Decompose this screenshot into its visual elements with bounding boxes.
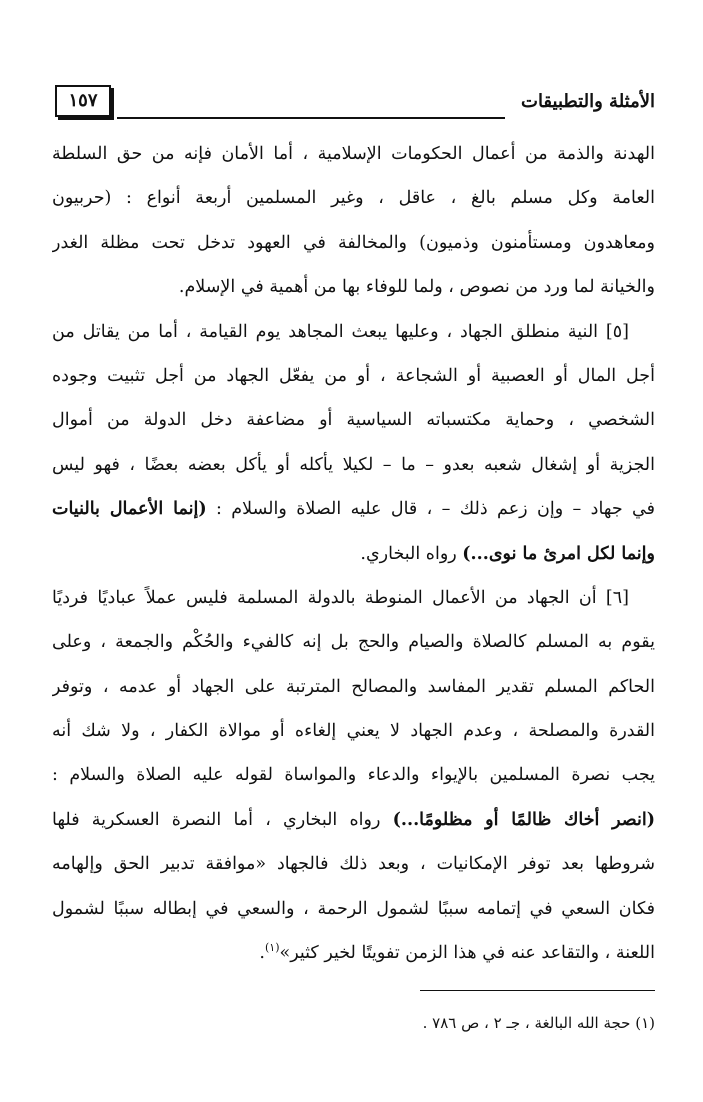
text-segment: يقوم به المسلم كالصلاة والصيام والحج بل إنه كالفيء والحُكْم والجمعة ، وعلى [52, 632, 655, 653]
text-line [52, 132, 655, 176]
hadith-quote: (انصر أخاك ظالمًا أو مظلومًا...) [392, 809, 655, 830]
text-segment: الجزية أو إشغال شعبه بعدو – ما – لكيلا يأكله أو يأكل بعضه بعضًا ، فهو ليس [52, 454, 655, 475]
text-segment: رواه البخاري. [360, 543, 463, 564]
hadith-quote: وإنما لكل امرئ ما نوى...) [462, 543, 655, 564]
text-line [52, 265, 655, 309]
text-line [52, 221, 655, 265]
page-header [55, 85, 655, 125]
text-line [52, 576, 655, 620]
text-line [52, 931, 655, 975]
text-line [52, 532, 655, 576]
text-segment: . [259, 943, 265, 964]
text-line [52, 487, 655, 531]
text-segment: أجل المال أو العصبية أو الشجاعة ، أو من يفعّل الجهاد من أجل تثبيت وجوده [52, 365, 655, 386]
footnote: (١) حجة الله البالغة ، جـ ٢ ، ص ٧٨٦ . [422, 1014, 655, 1032]
text-line [52, 665, 655, 709]
text-segment: رواه البخاري ، أما النصرة العسكرية فلها [52, 809, 393, 830]
text-line [52, 398, 655, 442]
text-segment: اللعنة ، والتقاعد عنه في هذا الزمن تفويتًا لخير كثير» [279, 943, 655, 964]
text-line [52, 753, 655, 797]
text-line [52, 842, 655, 886]
text-segment: القدرة والمصلحة ، وعدم الجهاد لا يعني إلغاءه أو موالاة الكفار ، ولا شك أنه [52, 721, 655, 742]
text-line [52, 798, 655, 842]
text-segment: الهدنة والذمة من أعمال الحكومات الإسلامية ، أما الأمان فإنه من حق السلطة [52, 144, 655, 164]
text-segment: [٥] النية منطلق الجهاد ، وعليها يبعث المجاهد يوم القيامة ، أما من يقاتل من [52, 321, 629, 342]
text-segment: [٦] أن الجهاد من الأعمال المنوطة بالدولة المسلمة فليس عملاً عباديًا فرديًا [52, 587, 629, 608]
text-line [52, 443, 655, 487]
text-segment: والخيانة لما ورد من نصوص ، ولما للوفاء بها من أهمية في الإسلام. [178, 277, 655, 298]
header-rule [117, 117, 505, 119]
text-line [52, 310, 655, 354]
text-segment: الشخصي ، وحماية مكتسباته السياسية أو مضاعفة دخل الدولة من أموال [52, 410, 655, 431]
text-segment: ومعاهدون ومستأمنون وذميون) والمخالفة في العهود تدخل تحت مظلة الغدر [52, 232, 655, 253]
page-number: ١٥٧ [55, 85, 111, 117]
footnote-marker: (١) [264, 941, 280, 955]
running-title: الأمثلة والتطبيقات [521, 91, 655, 112]
text-segment: فكان السعي في إتمامه سببًا لشمول الرحمة ، والسعي في إبطاله سببًا لشمول [52, 898, 655, 919]
text-segment: الحاكم المسلم تقدير المفاسد والمصالح المترتبة على الجهاد أو عدمه ، وتوفر [52, 676, 655, 697]
text-line [52, 709, 655, 753]
text-segment: شروطها بعد توفر الإمكانيات ، وبعد ذلك فالجهاد «موافقة تدبير الحق وإلهامه [52, 854, 655, 875]
hadith-quote: (إنما الأعمال بالنيات [52, 499, 207, 520]
text-segment: في جهاد – وإن زعم ذلك – ، قال عليه الصلاة والسلام : [206, 499, 655, 520]
body-text [52, 132, 655, 975]
text-line [52, 176, 655, 220]
text-segment: العامة وكل مسلم بالغ ، عاقل ، وغير المسلمين أربعة أنواع : (حربيون [52, 188, 655, 209]
text-line [52, 620, 655, 664]
footnote-rule [420, 990, 655, 991]
text-line [52, 354, 655, 398]
text-segment: يجب نصرة المسلمين بالإيواء والدعاء والمواساة لقوله عليه الصلاة والسلام : [52, 765, 655, 786]
text-line [52, 887, 655, 931]
